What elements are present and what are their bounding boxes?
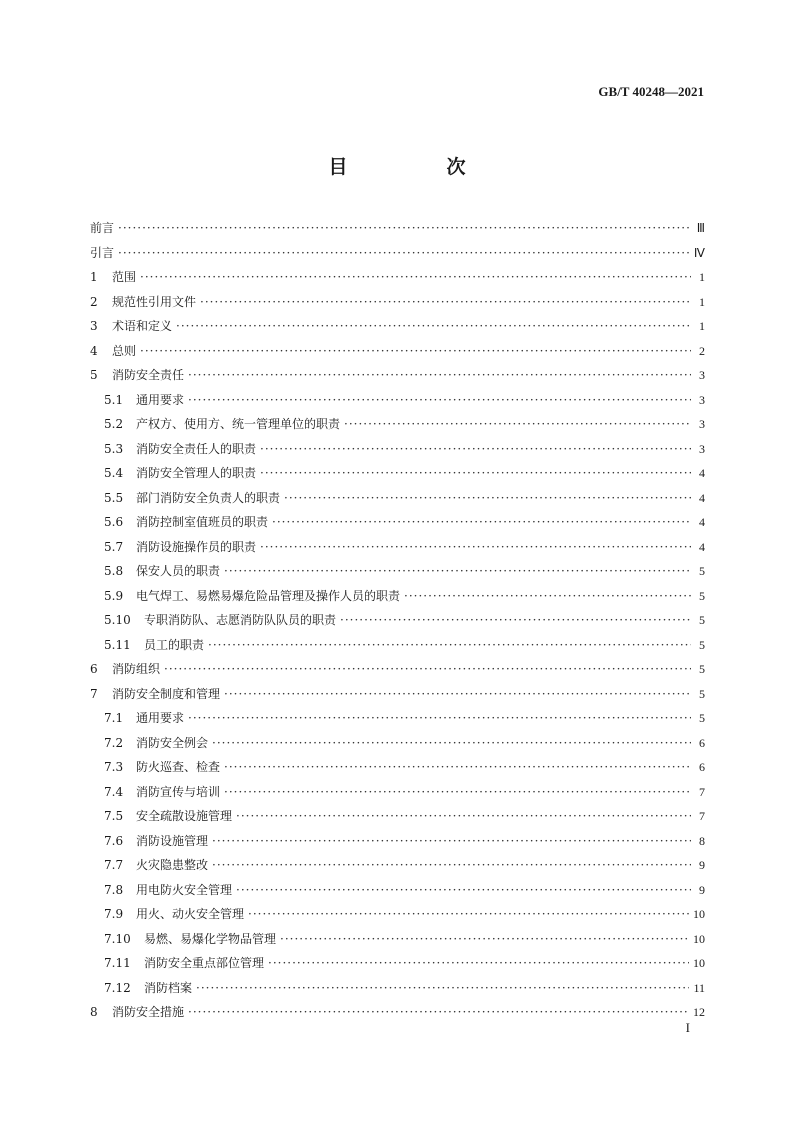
toc-entry-label: 消防设施操作员的职责	[136, 539, 257, 554]
toc-leader-dots	[236, 810, 691, 822]
toc-entry-label: 通用要求	[136, 711, 185, 726]
toc-leader-dots	[340, 614, 691, 626]
toc-entry[interactable]	[90, 829, 705, 854]
toc-entry-label: 消防安全制度和管理	[112, 686, 221, 701]
toc-leader-dots	[200, 296, 691, 308]
toc-entry-number: 7.2	[104, 735, 124, 750]
toc-entry-page: 10	[693, 931, 705, 946]
toc-leader-dots	[118, 222, 691, 234]
toc-entry-page: 7	[699, 809, 705, 824]
toc-leader-dots	[208, 639, 691, 651]
toc-entry-label: 消防宣传与培训	[136, 784, 221, 799]
toc-entry[interactable]	[90, 1000, 705, 1025]
toc-entry-label: 消防控制室值班员的职责	[136, 515, 269, 530]
toc-leader-dots	[196, 982, 689, 994]
toc-leader-dots	[404, 590, 691, 602]
toc-entry[interactable]	[90, 510, 705, 535]
toc-entry[interactable]	[90, 388, 705, 413]
toc-entry-label: 范围	[112, 270, 137, 285]
toc-leader-dots	[176, 320, 691, 332]
toc-entry-label: 消防安全例会	[136, 735, 209, 750]
toc-entry-page: 3	[699, 441, 705, 456]
toc-leader-dots	[140, 345, 691, 357]
toc-entry[interactable]	[90, 437, 705, 462]
page-folio: I	[685, 1020, 690, 1035]
toc-leader-dots	[260, 443, 691, 455]
toc-entry-number: 7	[90, 686, 98, 701]
toc-leader-dots	[188, 369, 691, 381]
toc-entry-number: 7.1	[104, 711, 124, 726]
toc-entry-page: 5	[699, 613, 705, 628]
toc-entry-page: 4	[699, 466, 705, 481]
toc-entry[interactable]	[90, 339, 705, 364]
toc-entry[interactable]	[90, 927, 705, 952]
toc-entry[interactable]	[90, 657, 705, 682]
toc-entry-page: 3	[699, 417, 705, 432]
toc-leader-dots	[260, 467, 691, 479]
toc-leader-dots	[236, 884, 691, 896]
toc-entry[interactable]	[90, 584, 705, 609]
toc-leader-dots	[212, 737, 691, 749]
toc-entry-label: 消防组织	[112, 662, 161, 677]
toc-leader-dots	[224, 565, 691, 577]
toc-entry-page: 4	[699, 490, 705, 505]
toc-entry-page: 5	[699, 588, 705, 603]
toc-entry-number: 5.4	[104, 466, 124, 481]
toc-leader-dots	[188, 394, 691, 406]
toc-entry[interactable]	[90, 804, 705, 829]
toc-entry-label: 部门消防安全负责人的职责	[136, 490, 281, 505]
toc-entry-number: 7.3	[104, 760, 124, 775]
toc-entry-label: 消防安全重点部位管理	[144, 956, 265, 971]
toc-entry-page: Ⅳ	[693, 245, 705, 260]
toc-entry-label: 消防设施管理	[136, 833, 209, 848]
toc-entry-label: 引言	[90, 245, 115, 260]
toc-entry-number: 7.9	[104, 907, 124, 922]
toc-entry-page: 3	[699, 368, 705, 383]
toc-entry-number: 7.6	[104, 833, 124, 848]
toc-entry-label: 用火、动火安全管理	[136, 907, 245, 922]
toc-leader-dots	[224, 761, 691, 773]
toc-leader-dots	[188, 1006, 689, 1018]
toc-entry[interactable]	[90, 363, 705, 388]
toc-entry[interactable]	[90, 633, 705, 658]
toc-entry-label: 员工的职责	[144, 637, 205, 652]
toc-leader-dots	[188, 712, 691, 724]
toc-entry[interactable]	[90, 853, 705, 878]
toc-entry-number: 1	[90, 270, 98, 285]
toc-entry[interactable]	[90, 559, 705, 584]
toc-leader-dots	[224, 786, 691, 798]
toc-entry-page: 1	[699, 294, 705, 309]
toc-entry-label: 防火巡查、检查	[136, 760, 221, 775]
toc-entry-label: 消防安全管理人的职责	[136, 466, 257, 481]
toc-entry[interactable]	[90, 216, 705, 241]
toc-entry-label: 专职消防队、志愿消防队队员的职责	[144, 613, 337, 628]
toc-entry-label: 安全疏散设施管理	[136, 809, 233, 824]
toc-entry-label: 保安人员的职责	[136, 564, 221, 579]
toc-entry[interactable]	[90, 241, 705, 266]
toc-entry[interactable]	[90, 878, 705, 903]
toc-leader-dots	[164, 663, 691, 675]
toc-entry-label: 消防安全责任	[112, 368, 185, 383]
toc-entry-page: 6	[699, 760, 705, 775]
toc-entry-page: 10	[693, 956, 705, 971]
toc-entry-label: 消防安全责任人的职责	[136, 441, 257, 456]
toc-entry-page: 7	[699, 784, 705, 799]
toc-entry-number: 7.11	[104, 956, 131, 971]
toc-entry-number: 5.2	[104, 417, 124, 432]
toc-entry-number: 7.5	[104, 809, 124, 824]
toc-entry-page: 9	[699, 858, 705, 873]
toc-entry-number: 5.10	[104, 613, 131, 628]
toc-entry-page: 1	[699, 319, 705, 334]
toc-leader-dots	[118, 247, 690, 259]
toc-entry-page: 5	[699, 662, 705, 677]
toc-entry[interactable]	[90, 314, 705, 339]
toc-leader-dots	[284, 492, 691, 504]
toc-entry-number: 5	[90, 368, 98, 383]
toc-entry-label: 术语和定义	[112, 319, 173, 334]
toc-entry-page: 9	[699, 882, 705, 897]
toc-entry-label: 电气焊工、易燃易爆危险品管理及操作人员的职责	[136, 588, 401, 603]
table-of-contents	[90, 216, 705, 1025]
toc-entry-page: 12	[693, 1005, 705, 1020]
toc-entry-label: 通用要求	[136, 392, 185, 407]
toc-entry-label: 前言	[90, 221, 115, 236]
toc-entry-page: Ⅲ	[696, 221, 705, 236]
toc-entry-page: 5	[699, 686, 705, 701]
toc-entry-label: 产权方、使用方、统一管理单位的职责	[136, 417, 341, 432]
toc-entry-number: 5.5	[104, 490, 124, 505]
toc-leader-dots	[248, 908, 689, 920]
toc-entry-label: 用电防火安全管理	[136, 882, 233, 897]
toc-leader-dots	[212, 859, 691, 871]
toc-entry-page: 3	[699, 392, 705, 407]
page-title: 目 次	[328, 156, 506, 178]
toc-entry[interactable]	[90, 682, 705, 707]
toc-entry-number: 8	[90, 1005, 98, 1020]
toc-entry-page: 5	[699, 711, 705, 726]
toc-entry-number: 5.8	[104, 564, 124, 579]
toc-entry-label: 消防安全措施	[112, 1005, 185, 1020]
toc-entry-page: 4	[699, 515, 705, 530]
toc-entry-number: 5.9	[104, 588, 124, 603]
toc-entry-label: 总则	[112, 343, 137, 358]
toc-entry-number: 6	[90, 662, 98, 677]
toc-entry-label: 火灾隐患整改	[136, 858, 209, 873]
toc-entry-number: 7.10	[104, 931, 131, 946]
toc-leader-dots	[224, 688, 691, 700]
toc-entry-number: 3	[90, 319, 98, 334]
toc-entry[interactable]	[90, 902, 705, 927]
toc-entry-page: 4	[699, 539, 705, 554]
toc-entry-number: 7.12	[104, 980, 131, 995]
toc-entry-label: 消防档案	[144, 980, 193, 995]
toc-entry-page: 5	[699, 637, 705, 652]
toc-entry[interactable]	[90, 951, 705, 976]
toc-entry[interactable]	[90, 731, 705, 756]
toc-entry-page: 8	[699, 833, 705, 848]
toc-entry-page: 5	[699, 564, 705, 579]
toc-entry[interactable]	[90, 608, 705, 633]
toc-leader-dots	[280, 933, 689, 945]
toc-entry-number: 4	[90, 343, 98, 358]
toc-entry-number: 2	[90, 294, 98, 309]
toc-entry[interactable]	[90, 290, 705, 315]
toc-entry-number: 5.7	[104, 539, 124, 554]
toc-entry-page: 2	[699, 343, 705, 358]
toc-entry-number: 5.3	[104, 441, 124, 456]
toc-entry-number: 5.1	[104, 392, 124, 407]
toc-entry[interactable]	[90, 755, 705, 780]
standard-code: GB/T 40248—2021	[598, 84, 704, 99]
toc-leader-dots	[268, 957, 689, 969]
toc-leader-dots	[140, 271, 691, 283]
toc-entry-number: 7.7	[104, 858, 124, 873]
toc-entry[interactable]	[90, 706, 705, 731]
toc-entry[interactable]	[90, 461, 705, 486]
toc-entry-label: 规范性引用文件	[112, 294, 197, 309]
toc-entry-page: 6	[699, 735, 705, 750]
toc-leader-dots	[212, 835, 691, 847]
toc-entry-page: 1	[699, 270, 705, 285]
toc-entry-number: 7.4	[104, 784, 124, 799]
toc-entry-label: 易燃、易爆化学物品管理	[144, 931, 277, 946]
toc-entry-number: 5.11	[104, 637, 131, 652]
toc-entry[interactable]	[90, 976, 705, 1001]
toc-entry[interactable]	[90, 412, 705, 437]
toc-entry-number: 5.6	[104, 515, 124, 530]
toc-entry-page: 11	[693, 980, 705, 995]
toc-entry[interactable]	[90, 535, 705, 560]
toc-entry[interactable]	[90, 780, 705, 805]
toc-entry-page: 10	[693, 907, 705, 922]
toc-entry-number: 7.8	[104, 882, 124, 897]
toc-leader-dots	[260, 541, 691, 553]
toc-entry[interactable]	[90, 486, 705, 511]
toc-leader-dots	[272, 516, 691, 528]
toc-entry[interactable]	[90, 265, 705, 290]
toc-leader-dots	[344, 418, 691, 430]
